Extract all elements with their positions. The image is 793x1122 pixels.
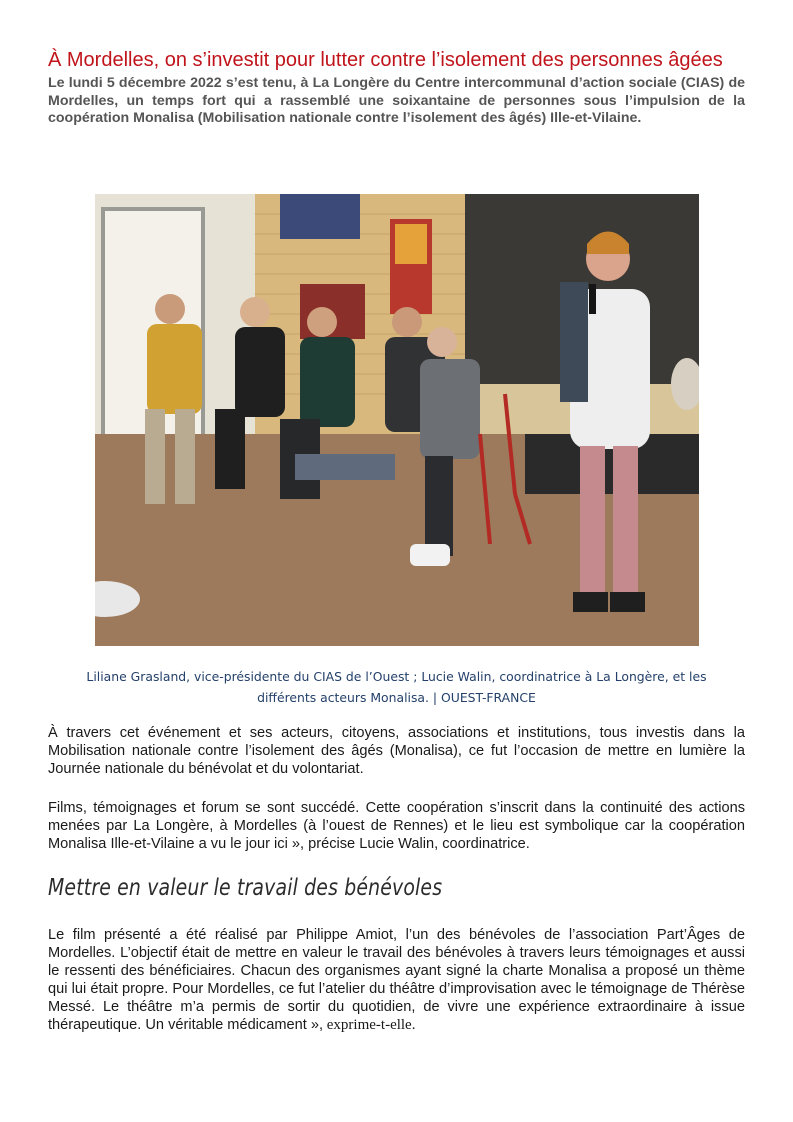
- photo-caption-line-2: différents acteurs Monalisa. | OUEST-FRANCE: [257, 690, 536, 705]
- body-paragraph-2: Films, témoignages et forum se sont succédé. Cette coopération s’inscrit dans la continuité des actions menées par La Longère, à Mordelles (à l’ouest de Rennes) et le lieu est symbolique car la coopération Monalisa Ille-et-Vilaine a vu le jour ici », précise Lucie Walin, coordinatrice.: [48, 800, 745, 852]
- section-heading: Mettre en valeur le travail des bénévoles: [48, 875, 443, 901]
- body-paragraph-3-tail: exprime-t-elle.: [323, 1017, 416, 1033]
- article-header: [48, 48, 745, 128]
- photo-caption-line-1: Liliane Grasland, vice-présidente du CIAS de l’Ouest ; Lucie Walin, coordinatrice à La Longère, et les: [86, 669, 707, 684]
- event-photo-illustration: [95, 194, 699, 646]
- article-photo: [95, 194, 699, 646]
- body-paragraph-3: [48, 926, 745, 1034]
- body-paragraph-1: À travers cet événement et ses acteurs, citoyens, associations et institutions, tous investis dans la Mobilisation nationale contre l’isolement des âgés (Monalisa), ce fut l’occasion de mettre en lumière la Journée nationale du bénévolat et du volontariat.: [48, 725, 745, 777]
- article-lede: Le lundi 5 décembre 2022 s’est tenu, à La Longère du Centre intercommunal d’action sociale (CIAS) de Mordelles, un temps fort qui a rassemblé une soixantaine de personnes sous l’impulsion de la coopération Monalisa (Mobilisation nationale contre l’isolement des âgés) Ille-et-Vilaine.: [48, 75, 745, 126]
- body-paragraph-3-text: Le film présenté a été réalisé par Philippe Amiot, l’un des bénévoles de l’association Part’Âges de Mordelles. L’objectif était de mettre en valeur le travail des bénévoles à travers leurs témoignages et aussi le ressenti des bénéficiaires. Chacun des organismes ayant signé la charte Monalisa a proposé un thème qui lui était propre. Pour Mordelles, ce fut l’atelier du théâtre d’improvisation avec le témoignage de Thérèse Messé. Le théâtre m’a permis de sortir du quotidien, de vivre une expérience extraordinaire à issue thérapeutique. Un véritable médicament »,: [48, 927, 745, 1033]
- photo-caption: [48, 666, 745, 708]
- article-title: À Mordelles, on s’investit pour lutter contre l’isolement des personnes âgées: [48, 49, 723, 71]
